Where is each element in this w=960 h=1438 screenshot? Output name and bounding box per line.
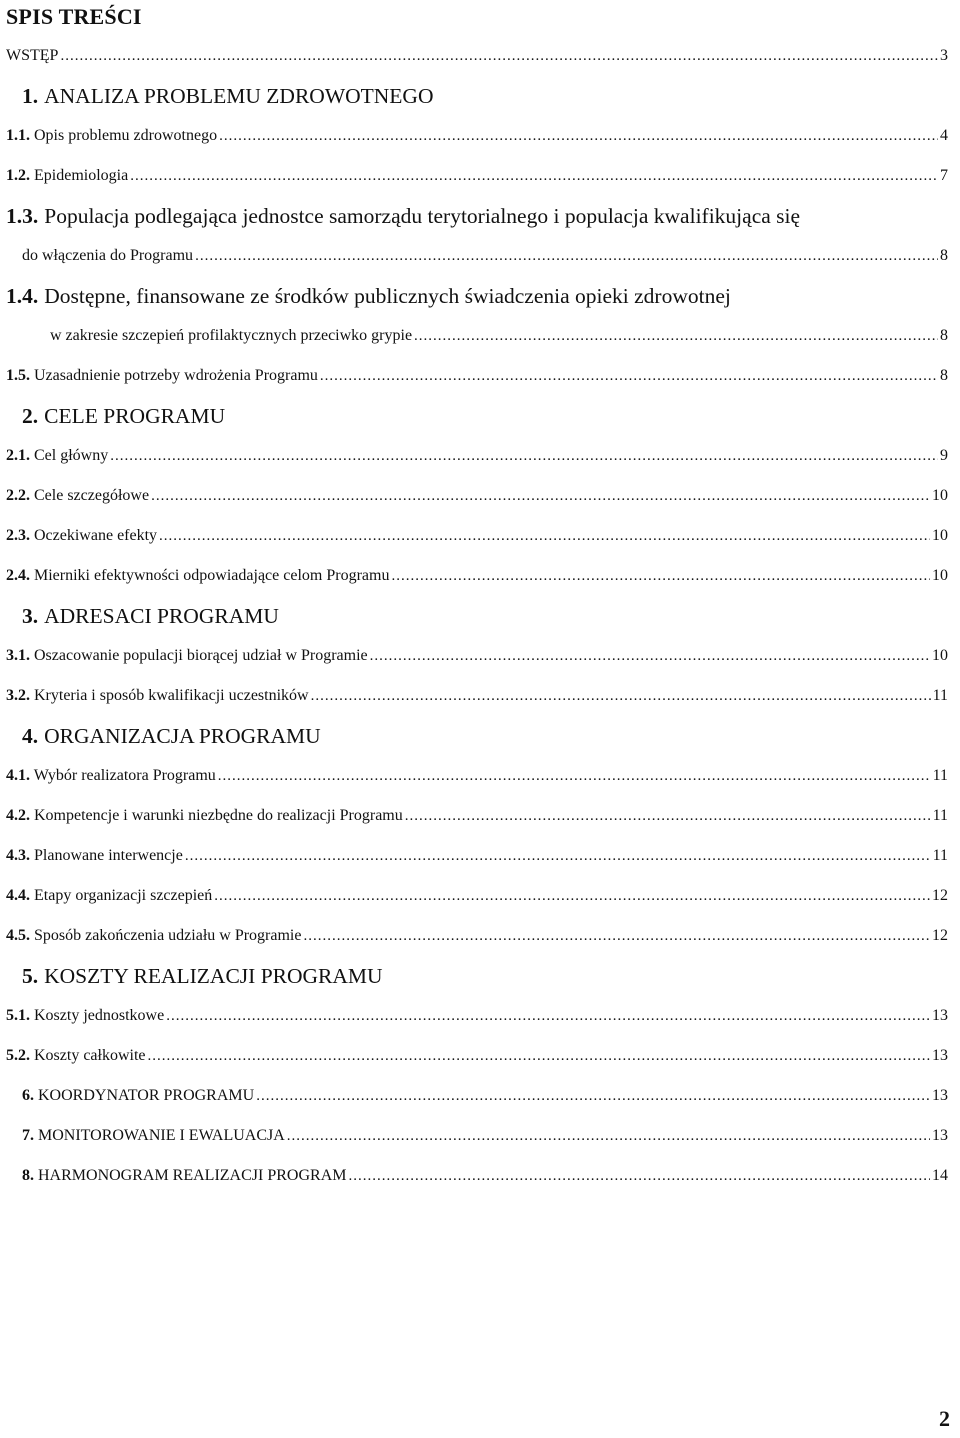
toc-entry-continuation[interactable] xyxy=(22,240,948,272)
toc-entry[interactable] xyxy=(6,200,960,232)
dot-leader xyxy=(166,1000,930,1032)
toc-entry-label: 1.1. Opis problemu zdrowotnego xyxy=(6,127,218,144)
toc-page-number: 11 xyxy=(932,687,948,704)
toc-section-number: 2. xyxy=(22,404,39,428)
toc-section-number: 1.1. xyxy=(6,127,30,144)
toc-entry-continuation[interactable] xyxy=(50,320,948,352)
toc-section-number: 3.2. xyxy=(6,687,30,704)
toc-page-number: 3 xyxy=(940,47,948,64)
toc-entry-label: 5.2. Koszty całkowite xyxy=(6,1047,146,1064)
toc-section-number: 6. xyxy=(22,1087,34,1104)
toc-entry[interactable] xyxy=(6,360,948,392)
toc-entry[interactable] xyxy=(6,480,948,512)
toc-entry-label: ANALIZA PROBLEMU ZDROWOTNEGO xyxy=(44,84,434,108)
toc-entry-label: 1.5. Uzasadnienie potrzeby wdrożenia Programu xyxy=(6,367,318,384)
toc-entry-label-cont: do włączenia do Programu xyxy=(22,247,194,264)
toc-entry[interactable] xyxy=(6,640,948,672)
toc-entry[interactable] xyxy=(6,440,948,472)
toc-page-number: 13 xyxy=(932,1127,948,1144)
toc-page-number: 11 xyxy=(932,767,948,784)
toc-entry[interactable] xyxy=(22,1120,948,1152)
toc-entry[interactable] xyxy=(6,880,948,912)
toc-section-number: 5.2. xyxy=(6,1047,30,1064)
dot-leader xyxy=(60,40,938,72)
toc-page-number: 11 xyxy=(932,807,948,824)
toc-section-number: 4.3. xyxy=(6,847,30,864)
toc-entry-label: KOSZTY REALIZACJI PROGRAMU xyxy=(44,964,383,988)
dot-leader xyxy=(348,1160,930,1192)
toc-page-number: 11 xyxy=(932,847,948,864)
toc-page-number: 7 xyxy=(940,167,948,184)
toc-section-heading[interactable] xyxy=(22,80,960,112)
toc-entry-label: 4.5. Sposób zakończenia udziału w Programie xyxy=(6,927,302,944)
dot-leader xyxy=(195,240,938,272)
toc-title: SPIS TREŚCI xyxy=(6,4,142,29)
toc-page-number: 8 xyxy=(940,327,948,344)
dot-leader xyxy=(218,760,931,792)
toc-entry-label: 2.2. Cele szczegółowe xyxy=(6,487,150,504)
dot-leader xyxy=(256,1080,930,1112)
dot-leader xyxy=(287,1120,930,1152)
toc-section-heading[interactable] xyxy=(22,720,960,752)
toc-entry-label: Dostępne, finansowane ze środków publicznych świadczenia opieki zdrowotnej xyxy=(44,284,731,308)
toc-section-number: 2.4. xyxy=(6,567,30,584)
toc-page-number: 8 xyxy=(940,367,948,384)
toc-section-number: 3.1. xyxy=(6,647,30,664)
toc-entry-label: 4.3. Planowane interwencje xyxy=(6,847,183,864)
toc-page-number: 10 xyxy=(932,647,948,664)
toc-section-number: 3. xyxy=(22,604,39,628)
toc-entry[interactable] xyxy=(6,800,948,832)
toc-section-number: 1.5. xyxy=(6,367,30,384)
toc-entry[interactable] xyxy=(6,280,960,312)
toc-entry[interactable] xyxy=(6,1000,948,1032)
toc-section-number: 4. xyxy=(22,724,39,748)
toc-section-number: 4.4. xyxy=(6,887,30,904)
toc-page-number: 10 xyxy=(932,487,948,504)
toc-entry-label: 3.1. Oszacowanie populacji biorącej udział w Programie xyxy=(6,647,368,664)
toc-entry-wstep[interactable] xyxy=(6,40,948,72)
page-number: 2 xyxy=(939,1406,950,1431)
toc-entry[interactable] xyxy=(6,920,948,952)
toc-entry-label: 1.2. Epidemiologia xyxy=(6,167,129,184)
toc-entry-label: 2.1. Cel główny xyxy=(6,447,109,464)
toc-section-number: 1. xyxy=(22,84,39,108)
toc-entry-label-cont: w zakresie szczepień profilaktycznych przeciwko grypie xyxy=(50,327,413,344)
toc-section-number: 1.2. xyxy=(6,167,30,184)
toc-section-number: 2.2. xyxy=(6,487,30,504)
toc-section-heading[interactable] xyxy=(22,600,960,632)
dot-leader xyxy=(110,440,938,472)
toc-page-number: 12 xyxy=(932,887,948,904)
toc-section-number: 1.4. xyxy=(6,284,39,308)
dot-leader xyxy=(414,320,938,352)
toc-entry-label: 2.3. Oczekiwane efekty xyxy=(6,527,158,544)
toc-entry[interactable] xyxy=(6,840,948,872)
toc-entry[interactable] xyxy=(6,520,948,552)
toc-entry-label: 7. MONITOROWANIE I EWALUACJA xyxy=(22,1127,285,1144)
toc-entry[interactable] xyxy=(6,680,948,712)
toc-section-number: 1.3. xyxy=(6,204,39,228)
toc-entry-label: Populacja podlegająca jednostce samorządu terytorialnego i populacja kwalifikująca się xyxy=(44,204,801,228)
dot-leader xyxy=(405,800,931,832)
toc-section-number: 4.2. xyxy=(6,807,30,824)
toc-section-heading[interactable] xyxy=(22,400,960,432)
dot-leader xyxy=(159,520,930,552)
toc-entry[interactable] xyxy=(6,560,948,592)
toc-entry-label: ORGANIZACJA PROGRAMU xyxy=(44,724,321,748)
dot-leader xyxy=(151,480,930,512)
toc-page-number: 13 xyxy=(932,1047,948,1064)
toc-entry-label: 4.4. Etapy organizacji szczepień xyxy=(6,887,213,904)
toc-page-number: 13 xyxy=(932,1007,948,1024)
toc-entry[interactable] xyxy=(22,1160,948,1192)
toc-section-number: 5.1. xyxy=(6,1007,30,1024)
toc-entry[interactable] xyxy=(6,760,948,792)
toc-entry-label: 4.2. Kompetencje i warunki niezbędne do realizacji Programu xyxy=(6,807,403,824)
dot-leader xyxy=(214,880,930,912)
toc-entry[interactable] xyxy=(6,160,948,192)
toc-page-number: 4 xyxy=(940,127,948,144)
toc-page-number: 14 xyxy=(932,1167,948,1184)
toc-page-number: 9 xyxy=(940,447,948,464)
toc-section-number: 5. xyxy=(22,964,39,988)
toc-entry-label: CELE PROGRAMU xyxy=(44,404,226,428)
toc-page-number: 12 xyxy=(932,927,948,944)
toc-page-number: 10 xyxy=(932,527,948,544)
toc-entry-label: 4.1. Wybór realizatora Programu xyxy=(6,767,216,784)
toc-entry-label: 6. KOORDYNATOR PROGRAMU xyxy=(22,1087,255,1104)
toc-entry[interactable] xyxy=(6,1040,948,1072)
toc-section-number: 8. xyxy=(22,1167,34,1184)
dot-leader xyxy=(303,920,930,952)
toc-section-number: 4.1. xyxy=(6,767,30,784)
toc-entry[interactable] xyxy=(6,120,948,152)
toc-entry[interactable] xyxy=(22,1080,948,1112)
dot-leader xyxy=(311,680,931,712)
dot-leader xyxy=(391,560,930,592)
toc-page-number: 13 xyxy=(932,1087,948,1104)
dot-leader xyxy=(370,640,930,672)
toc-page-number: 8 xyxy=(940,247,948,264)
dot-leader xyxy=(320,360,938,392)
dot-leader xyxy=(219,120,938,152)
dot-leader xyxy=(130,160,938,192)
toc-section-number: 7. xyxy=(22,1127,34,1144)
toc-entry-label: ADRESACI PROGRAMU xyxy=(44,604,279,628)
dot-leader xyxy=(148,1040,930,1072)
dot-leader xyxy=(185,840,931,872)
toc-section-number: 4.5. xyxy=(6,927,30,944)
toc-entry-label: WSTĘP xyxy=(6,47,59,64)
toc-page-number: 10 xyxy=(932,567,948,584)
toc-entry-label: 8. HARMONOGRAM REALIZACJI PROGRAM xyxy=(22,1167,347,1184)
toc-section-number: 2.1. xyxy=(6,447,30,464)
toc-entry-label: 2.4. Mierniki efektywności odpowiadające celom Programu xyxy=(6,567,390,584)
toc-entry-label: 5.1. Koszty jednostkowe xyxy=(6,1007,165,1024)
toc-section-number: 2.3. xyxy=(6,527,30,544)
toc-section-heading[interactable] xyxy=(22,960,960,992)
toc-entry-label: 3.2. Kryteria i sposób kwalifikacji uczestników xyxy=(6,687,309,704)
